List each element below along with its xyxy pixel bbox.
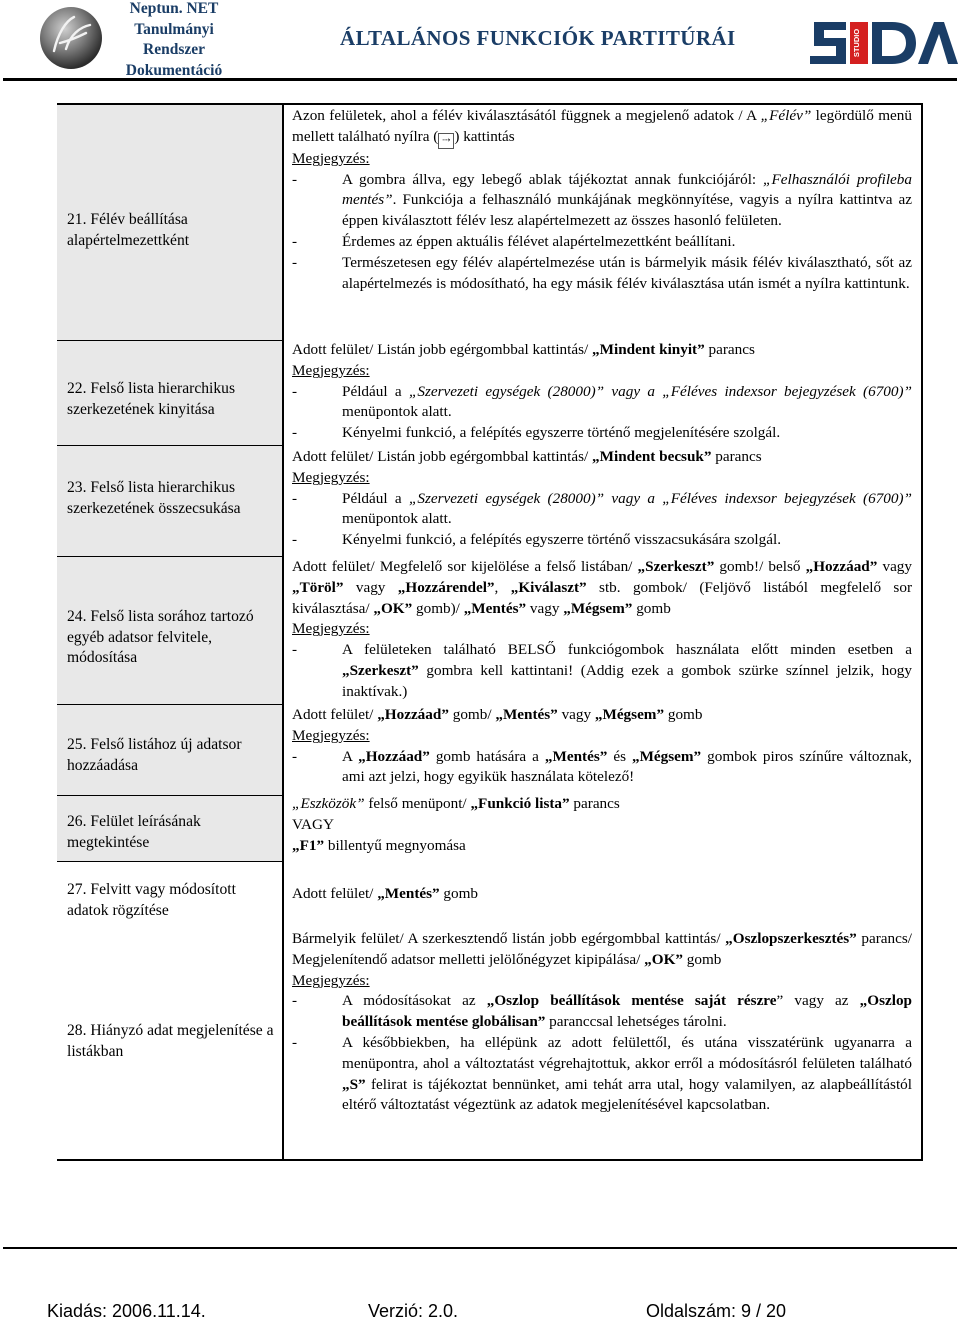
sda-studio-logo-icon (806, 16, 958, 72)
bullet-item (292, 170, 912, 232)
row-24-content (292, 557, 912, 703)
bullet-item (292, 232, 912, 253)
bullet-item (292, 489, 912, 531)
bullet-text: Kényelmi funkció, a felépítés egyszerre történő megjelenítésére szolgál. (342, 424, 781, 442)
header-divider (3, 78, 957, 81)
note-heading: Megjegyzés: (292, 726, 370, 744)
note-heading: Megjegyzés: (292, 620, 370, 638)
bullet-text: Kényelmi funkció, a felépítés egyszerre történő visszacsukására szolgál. (342, 531, 781, 549)
bullet-dash: - (292, 641, 298, 659)
arrow-button-icon: ⇢ (438, 133, 454, 149)
row-23-label: 23. Felső lista hierarchikus szerkezetének összecsukása (67, 479, 241, 517)
row-25-content (292, 705, 912, 788)
row-26-label-cell (57, 796, 282, 861)
row-21-label-cell (57, 105, 282, 340)
neptun-line-1: Neptun. NET (129, 0, 219, 17)
row-24-label-cell (57, 557, 282, 704)
bullet-dash: - (292, 424, 298, 442)
row-23-label-cell (57, 446, 282, 556)
logo-studio-text: STUDIO (852, 28, 861, 58)
step-text: Adott felület/ Listán jobb egérgombbal kattintás/ „Mindent kinyit” parancs (292, 341, 755, 358)
bullet-item (292, 253, 912, 295)
bullet-dash: - (292, 1033, 298, 1051)
neptun-line-2: Tanulmányi (134, 20, 214, 38)
bullet-text: A gombra állva, egy lebegő ablak tájékoztat annak funkciójáról: „Felhasználói profileba mentés”. Funkciója a felhasználó munkájának megkönnyítése, vagyis a nyílra kattintva az éppen kiválasztott félév lesz alapértelmezett az összes hasonló felületen. (342, 170, 912, 230)
bullet-text: A „Hozzáad” gomb hatására a „Mentés” és „Mégsem” gombok piros színűre változnak, ami azt jelzi, hogy egyikük használata kötelező! (342, 747, 912, 786)
row-24-label: 24. Felső lista sorához tartozó egyéb adatsor felvitele, módosítása (67, 608, 254, 666)
bullet-item (292, 991, 912, 1033)
bullet-text: Természetesen egy félév alapértelmezése után is bármelyik másik félév kiválasztható, sőt az alapértelmezés is módosítható, ha egy másik félév kiválasztása után ismét a nyílra kattintunk. (342, 253, 912, 292)
neptun-logo-icon (36, 3, 106, 71)
bullet-dash: - (292, 531, 298, 549)
bullet-dash: - (292, 382, 298, 400)
note-heading: Megjegyzés: (292, 468, 370, 486)
bullet-dash: - (292, 747, 298, 765)
bullet-item (292, 640, 912, 702)
row-26-content (292, 794, 912, 856)
row-28-label: 28. Hiányzó adat megjelenítése a listákban (67, 1022, 274, 1060)
neptun-line-3: Rendszer (143, 41, 205, 58)
bullet-text: A felületeken található BELSŐ funkciógombok használata előtt minden esetben a „Szerkeszt” gombra kell kattintani! (Addig ezek a gombok szürke színnel jelzik, hogy inaktívak.) (342, 641, 912, 700)
step-text: VAGY (292, 815, 334, 833)
bullet-text: A módosításokat az „Oszlop beállítások mentése saját részre” vagy az „Oszlop beállítások mentése globálisan” paranccsal lehetséges tárolni. (342, 992, 912, 1031)
row-22-label-cell (57, 341, 282, 445)
footer-divider (3, 1247, 957, 1249)
row-21-label: 21. Félév beállítása alapértelmezettként (67, 211, 190, 249)
row-25-label-cell (57, 705, 282, 795)
row-28-content (292, 929, 912, 1116)
bullet-item (292, 382, 912, 424)
bullet-item (292, 423, 912, 444)
column-divider (282, 103, 284, 1161)
step-text: Adott felület/ Listán jobb egérgombbal kattintás/ „Mindent becsuk” parancs (292, 448, 762, 465)
row-22-content (292, 340, 912, 444)
row-23-content (292, 447, 912, 551)
bullet-text: Például a „Szervezeti egységek (28000)” vagy a „Féléves indexsor bejegyzések (6700)” menüpontok alatt. (342, 382, 912, 421)
note-heading: Megjegyzés: (292, 971, 370, 989)
note-heading: Megjegyzés: (292, 149, 370, 167)
bullet-item (292, 747, 912, 789)
step-text: Adott felület/ „Hozzáad” gomb/ „Mentés” vagy „Mégsem” gomb (292, 706, 703, 723)
step-text: „F1” billentyű megnyomása (292, 836, 466, 854)
row-27-label-cell (57, 862, 282, 924)
bullet-dash: - (292, 170, 298, 188)
step-text: Adott felület/ Megfelelő sor kijelölése a felső listában/ „Szerkeszt” gomb!/ belső „Hozzáad” vagy „Töröl” vagy „Hozzárendel”, „Kiválaszt” stb. gombok/ (Feljövő listából megfelelő sor kiválasztása/ „OK” gomb)/ „Mentés” vagy „Mégsem” gomb (292, 558, 912, 617)
neptun-title (108, 0, 240, 81)
bullet-dash: - (292, 992, 298, 1010)
neptun-line-4: Dokumentáció (125, 61, 223, 79)
row-26-label: 26. Felület leírásának megtekintése (67, 813, 201, 851)
step-text: Adott felület/ „Mentés” gomb (292, 885, 479, 902)
footer-oldalszam: Oldalszám: 9 / 20 (646, 1301, 787, 1321)
bullet-text: Érdemes az éppen aktuális félévet alapértelmezettként beállítani. (342, 232, 736, 250)
step-text: Bármelyik felület/ A szerkesztendő listán jobb egérgombbal kattintás/ „Oszlopszerkesztés” parancs/ Megjelenítendő adatsor melletti jelölőnégyzet kipipálása/ „OK” gomb (292, 930, 912, 968)
step-text: „Eszközök” felső menüpont/ „Funkció lista” parancs (292, 795, 620, 812)
bullet-dash: - (292, 489, 298, 507)
footer-kiadas: Kiadás: 2006.11.14. (47, 1301, 206, 1321)
step-text: Azon felületek, ahol a félév kiválasztásától függnek a megjelenő adatok / A „Félév” legördülő menü mellett található nyílra ( ⇢ ) kattintás (292, 106, 912, 149)
row-27-content (292, 884, 912, 905)
bullet-item (292, 530, 912, 551)
row-27-label: 27. Felvitt vagy módosított adatok rögzítése (67, 881, 236, 919)
bullet-dash: - (292, 253, 298, 271)
page-title: ÁLTALÁNOS FUNKCIÓK PARTITÚRÁI (340, 26, 736, 50)
bullet-text: Például a „Szervezeti egységek (28000)” vagy a „Féléves indexsor bejegyzések (6700)” menüpontok alatt. (342, 489, 912, 528)
page-header (0, 0, 960, 80)
row-25-label: 25. Felső listához új adatsor hozzáadása (67, 736, 242, 774)
bullet-dash: - (292, 232, 298, 250)
footer-verzio: Verzió: 2.0. (368, 1301, 459, 1321)
bullet-text: A későbbiekben, ha ellépünk az adott felülettől, és utána visszatérünk ugyanarra a menüpontra, ahol a változtatást végrehajtottuk, akkor erről a módosításról felületen található „S” felirat is tájékoztat bennünket, ami tehát arra utal, hogy valamilyen, az alapbeállítástól eltérő változtatást végeztünk az adatok megjelenítésével kapcsolatban. (342, 1033, 912, 1114)
row-22-label: 22. Felső lista hierarchikus szerkezetének kinyitása (67, 380, 236, 418)
bullet-item (292, 1033, 912, 1116)
row-21-content (292, 106, 912, 294)
row-28-label-cell (57, 924, 282, 1159)
note-heading: Megjegyzés: (292, 361, 370, 379)
